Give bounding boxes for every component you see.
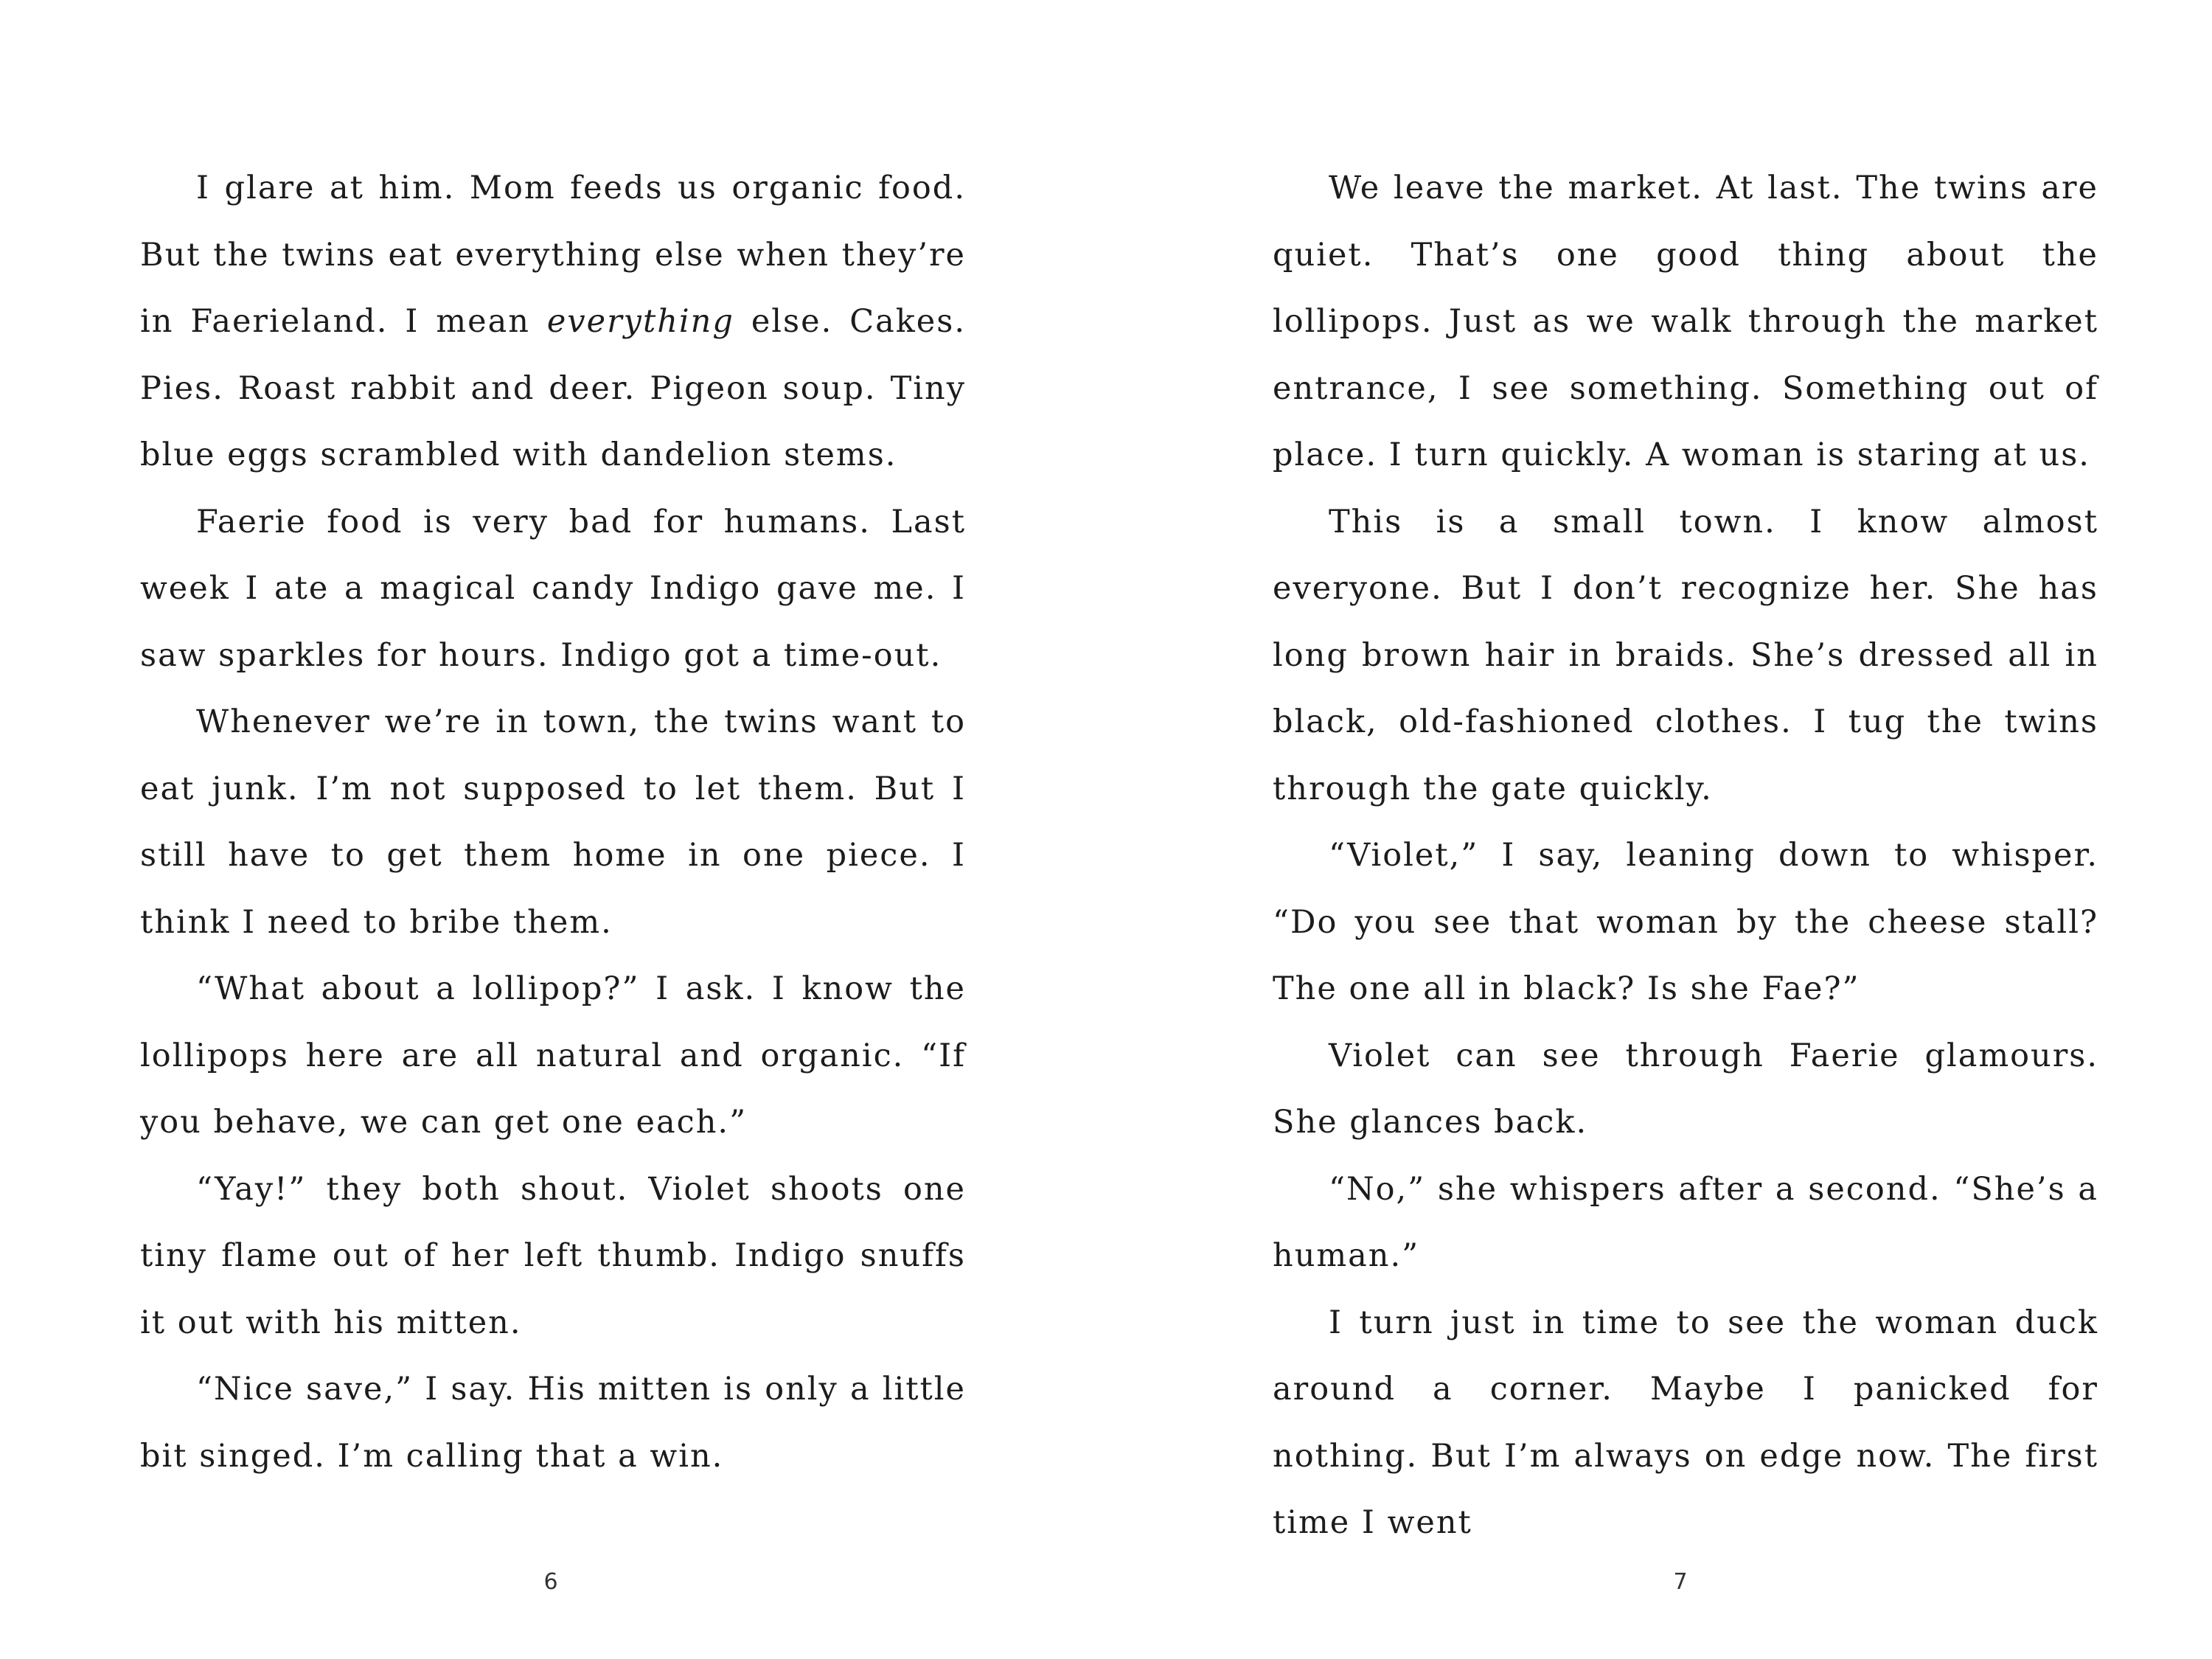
paragraph: Faerie food is very bad for humans. Last week I ate a magical candy Indigo gave me. I saw sparkles for hours. Indigo got a time-out. [140, 503, 966, 674]
paragraph: We leave the market. At last. The twins are quiet. That’s one good thing about the lollipops. Just as we walk through the market entrance, I see something. Something out of place. I turn quickly. A woman is staring at us. [1273, 170, 2098, 473]
page-number: 7 [1673, 1569, 1688, 1595]
paragraph [140, 155, 966, 489]
paragraph: Whenever we’re in town, the twins want to eat junk. I’m not supposed to let them. But I still have to get them home in one piece. I think I need to bribe them. [140, 703, 966, 941]
page-number: 6 [543, 1569, 558, 1595]
text-run: else. Cakes. Pies. Roast rabbit and deer. Pigeon soup. Tiny blue eggs scrambled with dandelion stems. [140, 303, 966, 473]
paragraph: “What about a lollipop?” I ask. I know the lollipops here are all natural and organic. “If you behave, we can get one each.” [140, 970, 966, 1141]
text-run: I glare at him. Mom feeds us organic food. But the twins eat everything else when they’re in Faerieland. I mean [140, 170, 966, 340]
paragraph: I turn just in time to see the woman duck around a corner. Maybe I panicked for nothing. But I’m always on edge now. The first time I went [1273, 1304, 2098, 1541]
paragraph: “Yay!” they both shout. Violet shoots one tiny flame out of her left thumb. Indigo snuffs it out with his mitten. [140, 1170, 966, 1341]
left-page [140, 155, 966, 1489]
right-page [1273, 155, 2098, 1557]
paragraph: “Nice save,” I say. His mitten is only a little bit singed. I’m calling that a win. [140, 1371, 966, 1475]
paragraph: “No,” she whispers after a second. “She’s a human.” [1273, 1170, 2098, 1274]
paragraph: This is a small town. I know almost everyone. But I don’t recognize her. She has long brown hair in braids. She’s dressed all in black, old-fashioned clothes. I tug the twins through the gate quickly. [1273, 503, 2098, 807]
paragraph: “Violet,” I say, leaning down to whisper. “Do you see that woman by the cheese stall? The one all in black? Is she Fae?” [1273, 837, 2098, 1007]
emphasis-text: everything [546, 303, 734, 340]
paragraph: Violet can see through Faerie glamours. She glances back. [1273, 1037, 2098, 1141]
